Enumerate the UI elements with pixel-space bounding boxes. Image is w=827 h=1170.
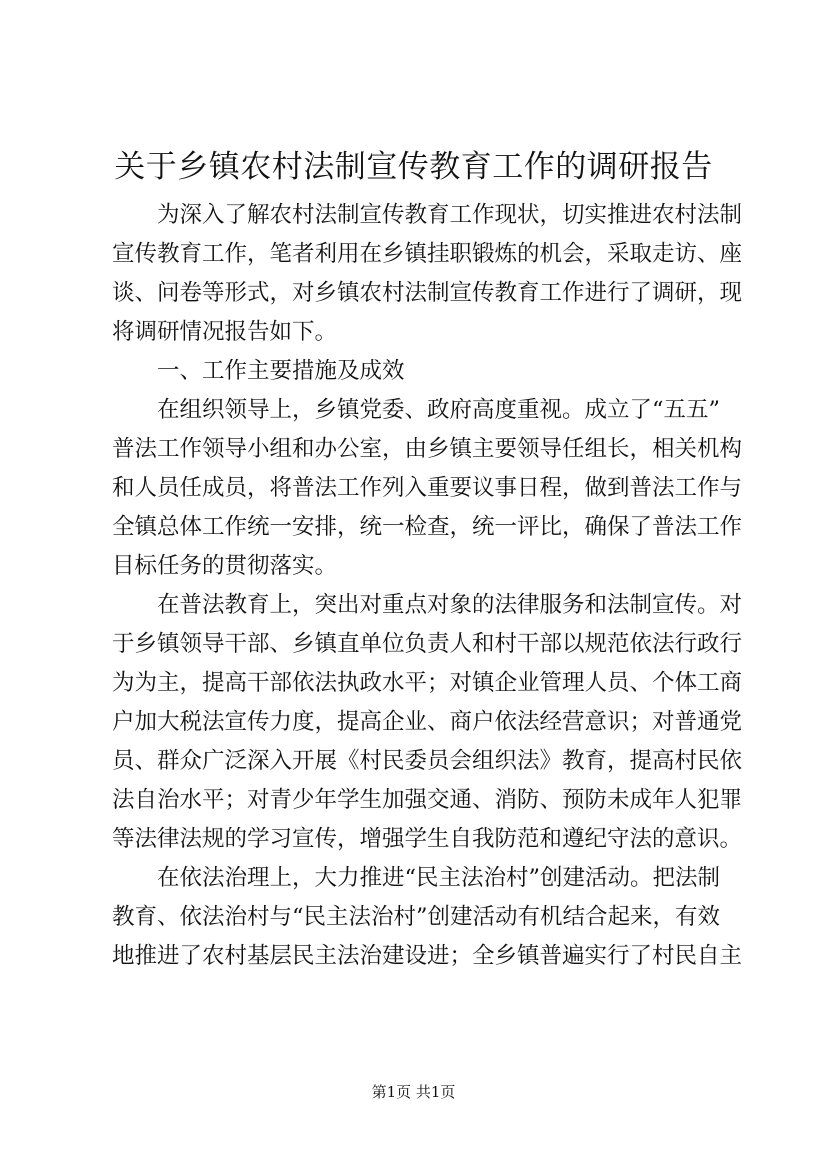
paragraph-line: 宣传教育工作，笔者利用在乡镇挂职锻炼的机会，采取走访、座 (112, 241, 742, 267)
paragraph-line: 全镇总体工作统一安排，统一检查，统一评比，确保了普法工作 (112, 514, 742, 540)
paragraph-line: 在依法治理上，大力推进“民主法治村”创建活动。把法制 (157, 865, 721, 891)
paragraph-line: 地推进了农村基层民主法治建设进；全乡镇普遍实行了村民自主 (112, 943, 742, 969)
document-title: 关于乡镇农村法制宣传教育工作的调研报告 (114, 149, 713, 185)
paragraph-line: 教育、依法治村与“民主法治村”创建活动有机结合起来，有效 (112, 904, 721, 930)
paragraph-line: 在普法教育上，突出对重点对象的法律服务和法制宣传。对 (157, 592, 742, 618)
paragraph-line: 户加大税法宣传力度，提高企业、商户依法经营意识；对普通党 (112, 709, 742, 735)
paragraph-line: 员、群众广泛深入开展《村民委员会组织法》教育，提高村民依 (112, 748, 742, 774)
paragraph-line: 普法工作领导小组和办公室，由乡镇主要领导任组长，相关机构 (112, 436, 742, 462)
paragraph-line: 于乡镇领导干部、乡镇直单位负责人和村干部以规范依法行政行 (112, 631, 742, 657)
section-heading: 一、工作主要措施及成效 (157, 358, 405, 384)
paragraph-line: 法自治水平；对青少年学生加强交通、消防、预防未成年人犯罪 (112, 787, 742, 813)
paragraph-line: 目标任务的贯彻落实。 (112, 553, 338, 579)
paragraph-line: 和人员任成员，将普法工作列入重要议事日程，做到普法工作与 (112, 475, 742, 501)
document-body (112, 196, 742, 976)
paragraph-line: 谈、问卷等形式，对乡镇农村法制宣传教育工作进行了调研，现 (112, 280, 742, 306)
paragraph-line: 将调研情况报告如下。 (112, 319, 338, 345)
paragraph-line: 为为主，提高干部依法执政水平；对镇企业管理人员、个体工商 (112, 670, 742, 696)
paragraph-line: 等法律法规的学习宣传，增强学生自我防范和遵纪守法的意识。 (112, 826, 742, 852)
paragraph-line: 在组织领导上，乡镇党委、政府高度重视。成立了“五五” (157, 397, 721, 423)
page-footer: 第1页 共1页 (371, 1083, 456, 1101)
paragraph-line: 为深入了解农村法制宣传教育工作现状，切实推进农村法制 (157, 202, 742, 228)
